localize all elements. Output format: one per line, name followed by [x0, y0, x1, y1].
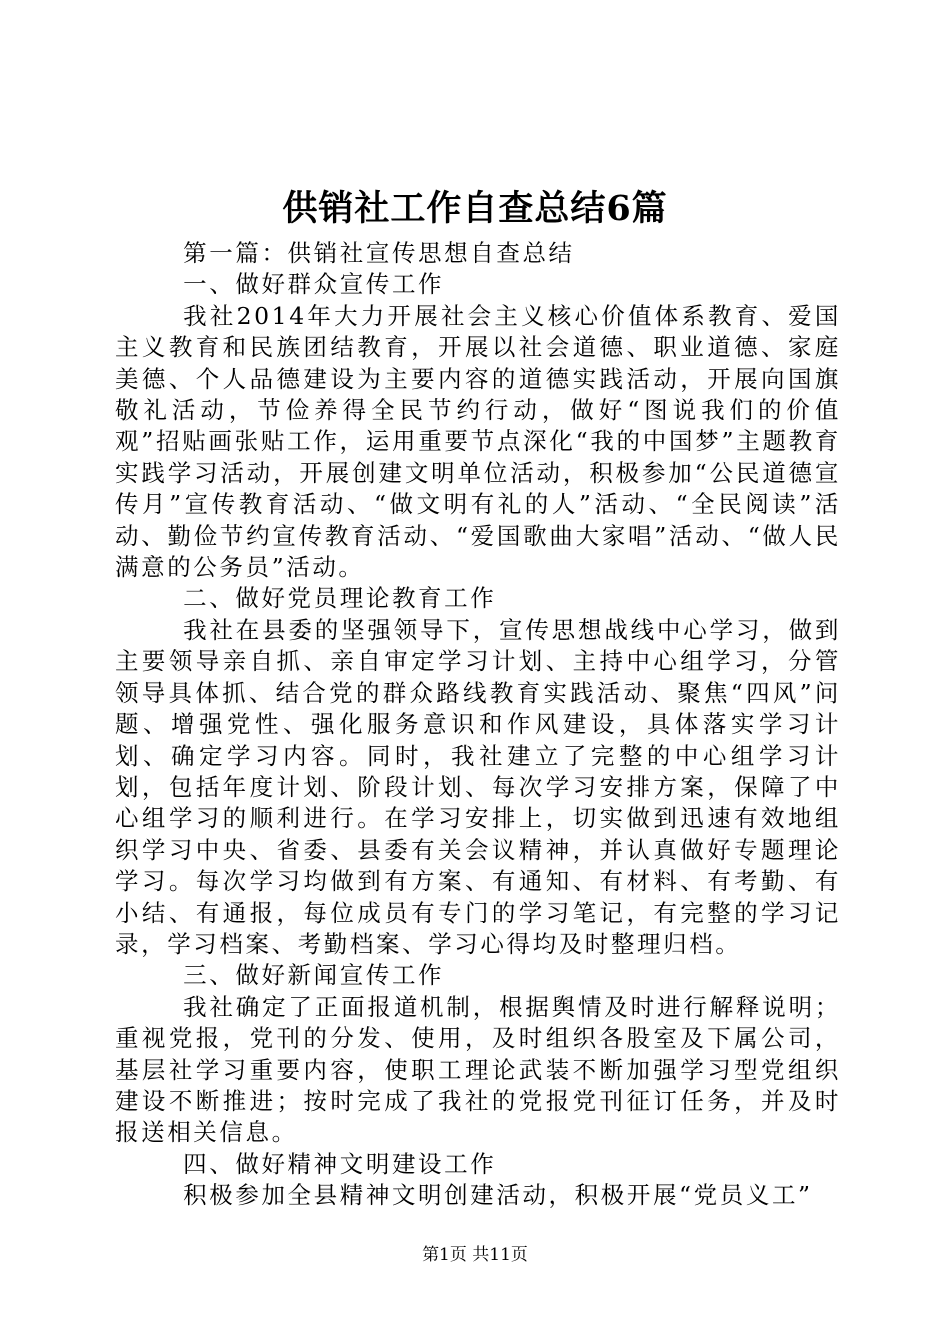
body-paragraph: 我社2014年大力开展社会主义核心价值体系教育、爱国主义教育和民族团结教育，开展以社会道德、职业道德、家庭美德、个人品德建设为主要内容的道德实践活动，开展向国旗敬礼活动，节俭养得全民节约行动，做好“图说我们的价值观”招贴画张贴工作，运用重要节点深化“我的中国梦”主题教育实践学习活动，开展创建文明单位活动，积极参加“公民道德宣传月”宣传教育活动、“做文明有礼的人”活动、“全民阅读”活动、勤俭节约宣传教育活动、“爱国歌曲大家唱”活动、“做人民满意的公务员”活动。: [115, 301, 841, 582]
page-footer: 第1页 共11页: [422, 1245, 528, 1265]
document-body: [115, 238, 841, 1212]
body-paragraph: 我社在县委的坚强领导下，宣传思想战线中心学习，做到主要领导亲自抓、亲自审定学习计划、主持中心组学习，分管领导具体抓、结合党的群众路线教育实践活动、聚焦“四风”问题、增强党性、强化服务意识和作风建设，具体落实学习计划、确定学习内容。同时，我社建立了完整的中心组学习计划，包括年度计划、阶段计划、每次学习安排方案，保障了中心组学习的顺利进行。在学习安排上，切实做到迅速有效地组织学习中央、省委、县委有关会议精神，并认真做好专题理论学习。每次学习均做到有方案、有通知、有材料、有考勤、有小结、有通报，每位成员有专门的学习笔记，有完整的学习记录，学习档案、考勤档案、学习心得均及时整理归档。: [115, 615, 841, 958]
body-paragraph: 积极参加全县精神文明创建活动，积极开展“党员义工”: [183, 1181, 813, 1210]
subsection-heading: 一、做好群众宣传工作: [183, 270, 445, 299]
section-heading: 第一篇：供销社宣传思想自查总结: [183, 239, 575, 267]
subsection-heading: 四、做好精神文明建设工作: [183, 1149, 497, 1178]
document-title: 供销社工作自查总结6篇: [282, 188, 668, 229]
subsection-heading: 三、做好新闻宣传工作: [183, 961, 445, 990]
body-paragraph: 我社确定了正面报道机制，根据舆情及时进行解释说明；重视党报，党刊的分发、使用，及时组织各股室及下属公司，基层社学习重要内容，使职工理论武装不断加强学习型党组织建设不断推进；按时完成了我社的党报党刊征订任务，并及时报送相关信息。: [115, 992, 841, 1147]
subsection-heading: 二、做好党员理论教育工作: [183, 584, 497, 613]
